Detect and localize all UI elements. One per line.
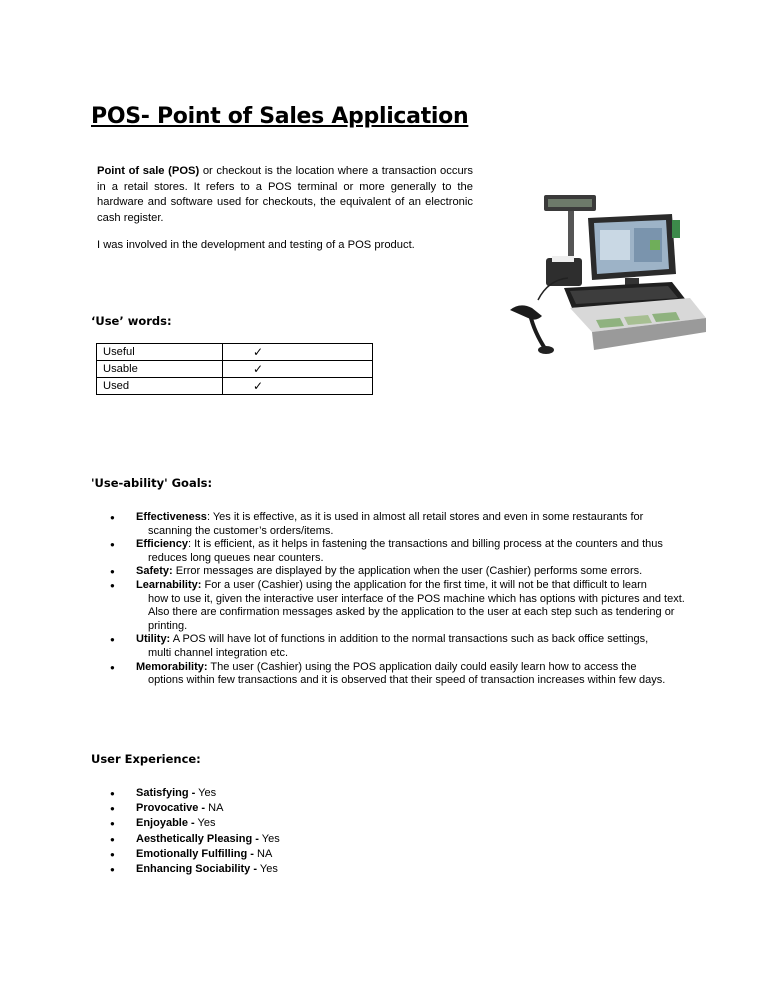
table-row [97,378,373,395]
goal-text-continued: scanning the customer’s orders/items. [148,524,334,537]
goal-text: A POS will have lot of functions in addition to the normal transactions such as back office settings, [172,633,649,646]
list-item [110,862,280,877]
goal-label: Learnability: [136,578,202,591]
use-word-cell: Useful [97,344,223,361]
goal-label: Safety: [136,565,173,578]
usability-goals-list [110,511,685,688]
ux-value: NA [253,847,273,860]
goal-text: Error messages are displayed by the application when the user (Cashier) performs some errors. [175,565,643,578]
ux-label: Aesthetically Pleasing - [136,832,259,845]
list-item [110,847,280,862]
ux-label: Emotionally Fulfilling - [136,847,254,860]
list-item [110,801,280,816]
ux-value: Yes [258,832,280,845]
goal-text-continued: multi channel integration etc. [148,646,289,659]
intro-term: Point of sale (POS) [97,165,200,177]
list-item [110,786,280,801]
goal-label: Effectiveness [136,511,207,523]
goal-text: Yes it is effective, as it is used in almost all retail stores and even in some restaurants for [212,511,644,523]
pos-terminal-illustration [500,190,710,360]
goal-text-continued: options within few transactions and it is observed that their speed of transaction increases within few days. [148,674,666,687]
involvement-paragraph: I was involved in the development and testing of a POS product. [97,239,415,251]
ux-value: Yes [257,863,278,876]
receipt-printer [546,258,582,286]
ux-label: Satisfying - [136,787,196,799]
goal-text: For a user (Cashier) using the application for the first time, it will not be that difficult to learn [204,578,647,591]
usability-goals-heading: 'Use-ability' Goals: [91,476,213,490]
user-experience-list [110,786,280,877]
list-item [110,565,685,579]
user-experience-heading: User Experience: [91,752,201,766]
table-row [97,361,373,378]
ux-value: Yes [194,817,216,830]
intro-paragraph [97,164,473,226]
list-item [110,832,280,847]
table-row [97,344,373,361]
list-item: ● Effectiveness: Yes it is effective, as it is used in almost all retail stores and even in some restaurants for scanning the customer’s orders/items. [110,511,685,538]
ux-value: NA [205,802,224,815]
page-title: POS- Point of Sales Application [91,104,469,129]
list-item [110,633,685,660]
intro-text: or checkout is the location where a transaction occurs in a retail stores. It refers to a POS terminal or more generally to the hardware and software used for checkouts, the equivalent of an electronic cash register. [97,165,474,224]
ux-value: Yes [195,787,217,799]
goal-text-continued: reduces long queues near counters. [148,551,324,564]
goal-label: Memorability: [136,660,208,673]
goal-label: Utility: [136,633,171,646]
list-item: ● Efficiency: It is efficient, as it helps in fastening the transactions and billing process at the counters and thus reduces long queues near counters. [110,538,685,565]
ux-label: Enhancing Sociability - [136,863,258,876]
list-item [110,661,685,688]
list-item [110,579,685,633]
list-item [110,816,280,831]
ux-label: Provocative - [136,802,206,815]
goal-text-continued: how to use it, given the interactive user interface of the POS machine which has options with pictures and text. Also there are confirmation messages asked by the application to the user at each step such as tendering or printing. [148,592,685,632]
use-word-cell: Usable [97,361,223,378]
check-mark-icon: ✓ [223,361,373,378]
check-mark-icon: ✓ [223,344,373,361]
goal-label: Efficiency [136,538,188,551]
check-mark-icon: ✓ [223,378,373,395]
goal-text: The user (Cashier) using the POS application daily could easily learn how to access the [210,660,637,673]
ux-label: Enjoyable - [136,817,195,830]
use-words-table [96,343,373,395]
goal-text: It is efficient, as it helps in fastening the transactions and billing process at the counters and thus [194,538,663,551]
barcode-scanner [510,305,542,319]
use-words-heading: ‘Use’ words: [91,314,172,328]
use-word-cell: Used [97,378,223,395]
